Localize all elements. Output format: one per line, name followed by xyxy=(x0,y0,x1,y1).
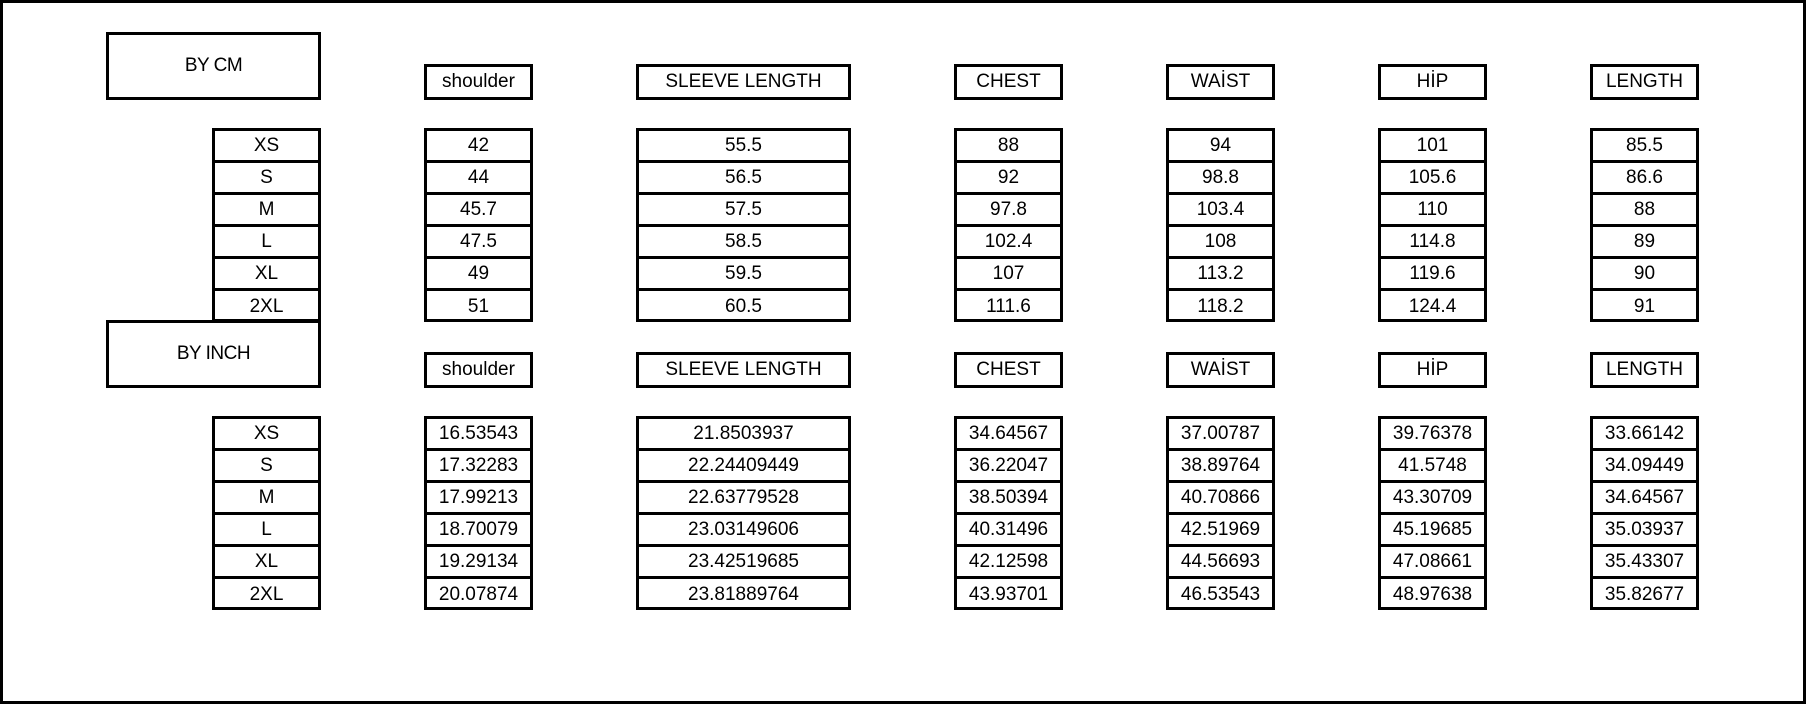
value-cell: 57.5 xyxy=(639,195,848,227)
value-cell: 88 xyxy=(1593,195,1696,227)
value-cell: 98.8 xyxy=(1169,163,1272,195)
value-cell: 20.07874 xyxy=(438,584,519,605)
section-title-inch: BY INCH xyxy=(106,320,321,388)
header-sleeve-length-inch: SLEEVE LENGTH xyxy=(636,352,851,388)
value-cell: 44.56693 xyxy=(1169,547,1272,579)
value-cell: 47.08661 xyxy=(1381,547,1484,579)
value-cell: 110 xyxy=(1381,195,1484,227)
value-cell: 124.4 xyxy=(1408,296,1457,317)
value-cell: 37.00787 xyxy=(1169,419,1272,451)
value-cell: 22.63779528 xyxy=(639,483,848,515)
size-label: 2XL xyxy=(249,296,284,317)
value-cell: 18.70079 xyxy=(427,515,530,547)
value-cell: 42.51969 xyxy=(1169,515,1272,547)
value-cell: 43.93701 xyxy=(968,584,1049,605)
value-cell: 92 xyxy=(957,163,1060,195)
value-cell: 59.5 xyxy=(639,259,848,291)
value-cell: 88 xyxy=(957,131,1060,163)
value-cell: 90 xyxy=(1593,259,1696,291)
hip-column-cm xyxy=(1378,128,1487,322)
sleeve-length-column-inch xyxy=(636,416,851,610)
value-cell: 45.7 xyxy=(427,195,530,227)
header-length-cm: LENGTH xyxy=(1590,64,1699,100)
hip-column-inch xyxy=(1378,416,1487,610)
value-cell: 43.30709 xyxy=(1381,483,1484,515)
value-cell: 113.2 xyxy=(1169,259,1272,291)
value-cell: 46.53543 xyxy=(1180,584,1261,605)
header-hip-inch: HİP xyxy=(1378,352,1487,388)
value-cell: 40.70866 xyxy=(1169,483,1272,515)
value-cell: 34.64567 xyxy=(957,419,1060,451)
size-label: L xyxy=(215,227,318,259)
sleeve-length-column-cm xyxy=(636,128,851,322)
header-chest-inch: CHEST xyxy=(954,352,1063,388)
value-cell: 85.5 xyxy=(1593,131,1696,163)
value-cell: 42.12598 xyxy=(957,547,1060,579)
value-cell: 36.22047 xyxy=(957,451,1060,483)
value-cell: 40.31496 xyxy=(957,515,1060,547)
waist-column-cm xyxy=(1166,128,1275,322)
value-cell: 108 xyxy=(1169,227,1272,259)
value-cell: 35.82677 xyxy=(1604,584,1685,605)
value-cell: 23.81889764 xyxy=(688,584,799,605)
value-cell: 45.19685 xyxy=(1381,515,1484,547)
value-cell: 38.50394 xyxy=(957,483,1060,515)
size-label: XS xyxy=(215,419,318,451)
value-cell: 23.03149606 xyxy=(639,515,848,547)
value-cell: 102.4 xyxy=(957,227,1060,259)
shoulder-column-cm xyxy=(424,128,533,322)
header-waist-inch: WAİST xyxy=(1166,352,1275,388)
value-cell: 101 xyxy=(1381,131,1484,163)
value-cell: 48.97638 xyxy=(1392,584,1473,605)
header-hip-cm: HİP xyxy=(1378,64,1487,100)
size-label: L xyxy=(215,515,318,547)
header-shoulder-inch: shoulder xyxy=(424,352,533,388)
value-cell: 91 xyxy=(1633,296,1656,317)
value-cell: 58.5 xyxy=(639,227,848,259)
size-label: 2XL xyxy=(249,584,284,605)
value-cell: 60.5 xyxy=(725,296,762,317)
length-column-inch xyxy=(1590,416,1699,610)
value-cell: 17.32283 xyxy=(427,451,530,483)
value-cell: 119.6 xyxy=(1381,259,1484,291)
value-cell: 103.4 xyxy=(1169,195,1272,227)
value-cell: 21.8503937 xyxy=(639,419,848,451)
value-cell: 44 xyxy=(427,163,530,195)
value-cell: 89 xyxy=(1593,227,1696,259)
value-cell: 23.42519685 xyxy=(639,547,848,579)
value-cell: 38.89764 xyxy=(1169,451,1272,483)
value-cell: 86.6 xyxy=(1593,163,1696,195)
length-column-cm xyxy=(1590,128,1699,322)
size-column-cm xyxy=(212,128,321,322)
value-cell: 51 xyxy=(467,296,490,317)
shoulder-column-inch xyxy=(424,416,533,610)
value-cell: 49 xyxy=(427,259,530,291)
size-label: M xyxy=(215,195,318,227)
header-shoulder-cm: shoulder xyxy=(424,64,533,100)
value-cell: 107 xyxy=(957,259,1060,291)
value-cell: 33.66142 xyxy=(1593,419,1696,451)
header-waist-cm: WAİST xyxy=(1166,64,1275,100)
value-cell: 55.5 xyxy=(639,131,848,163)
value-cell: 17.99213 xyxy=(427,483,530,515)
value-cell: 47.5 xyxy=(427,227,530,259)
value-cell: 35.03937 xyxy=(1593,515,1696,547)
waist-column-inch xyxy=(1166,416,1275,610)
value-cell: 19.29134 xyxy=(427,547,530,579)
header-sleeve-length-cm: SLEEVE LENGTH xyxy=(636,64,851,100)
value-cell: 35.43307 xyxy=(1593,547,1696,579)
value-cell: 16.53543 xyxy=(427,419,530,451)
size-label: S xyxy=(215,163,318,195)
value-cell: 97.8 xyxy=(957,195,1060,227)
value-cell: 111.6 xyxy=(986,296,1031,317)
value-cell: 118.2 xyxy=(1197,296,1244,317)
value-cell: 56.5 xyxy=(639,163,848,195)
value-cell: 114.8 xyxy=(1381,227,1484,259)
value-cell: 39.76378 xyxy=(1381,419,1484,451)
header-chest-cm: CHEST xyxy=(954,64,1063,100)
value-cell: 34.64567 xyxy=(1593,483,1696,515)
value-cell: 105.6 xyxy=(1381,163,1484,195)
chest-column-cm xyxy=(954,128,1063,322)
size-label: S xyxy=(215,451,318,483)
size-label: XS xyxy=(215,131,318,163)
value-cell: 34.09449 xyxy=(1593,451,1696,483)
section-title-cm: BY CM xyxy=(106,32,321,100)
value-cell: 42 xyxy=(427,131,530,163)
size-label: XL xyxy=(215,547,318,579)
value-cell: 41.5748 xyxy=(1381,451,1484,483)
size-column-inch xyxy=(212,416,321,610)
size-label: M xyxy=(215,483,318,515)
chest-column-inch xyxy=(954,416,1063,610)
header-length-inch: LENGTH xyxy=(1590,352,1699,388)
value-cell: 94 xyxy=(1169,131,1272,163)
size-label: XL xyxy=(215,259,318,291)
value-cell: 22.24409449 xyxy=(639,451,848,483)
